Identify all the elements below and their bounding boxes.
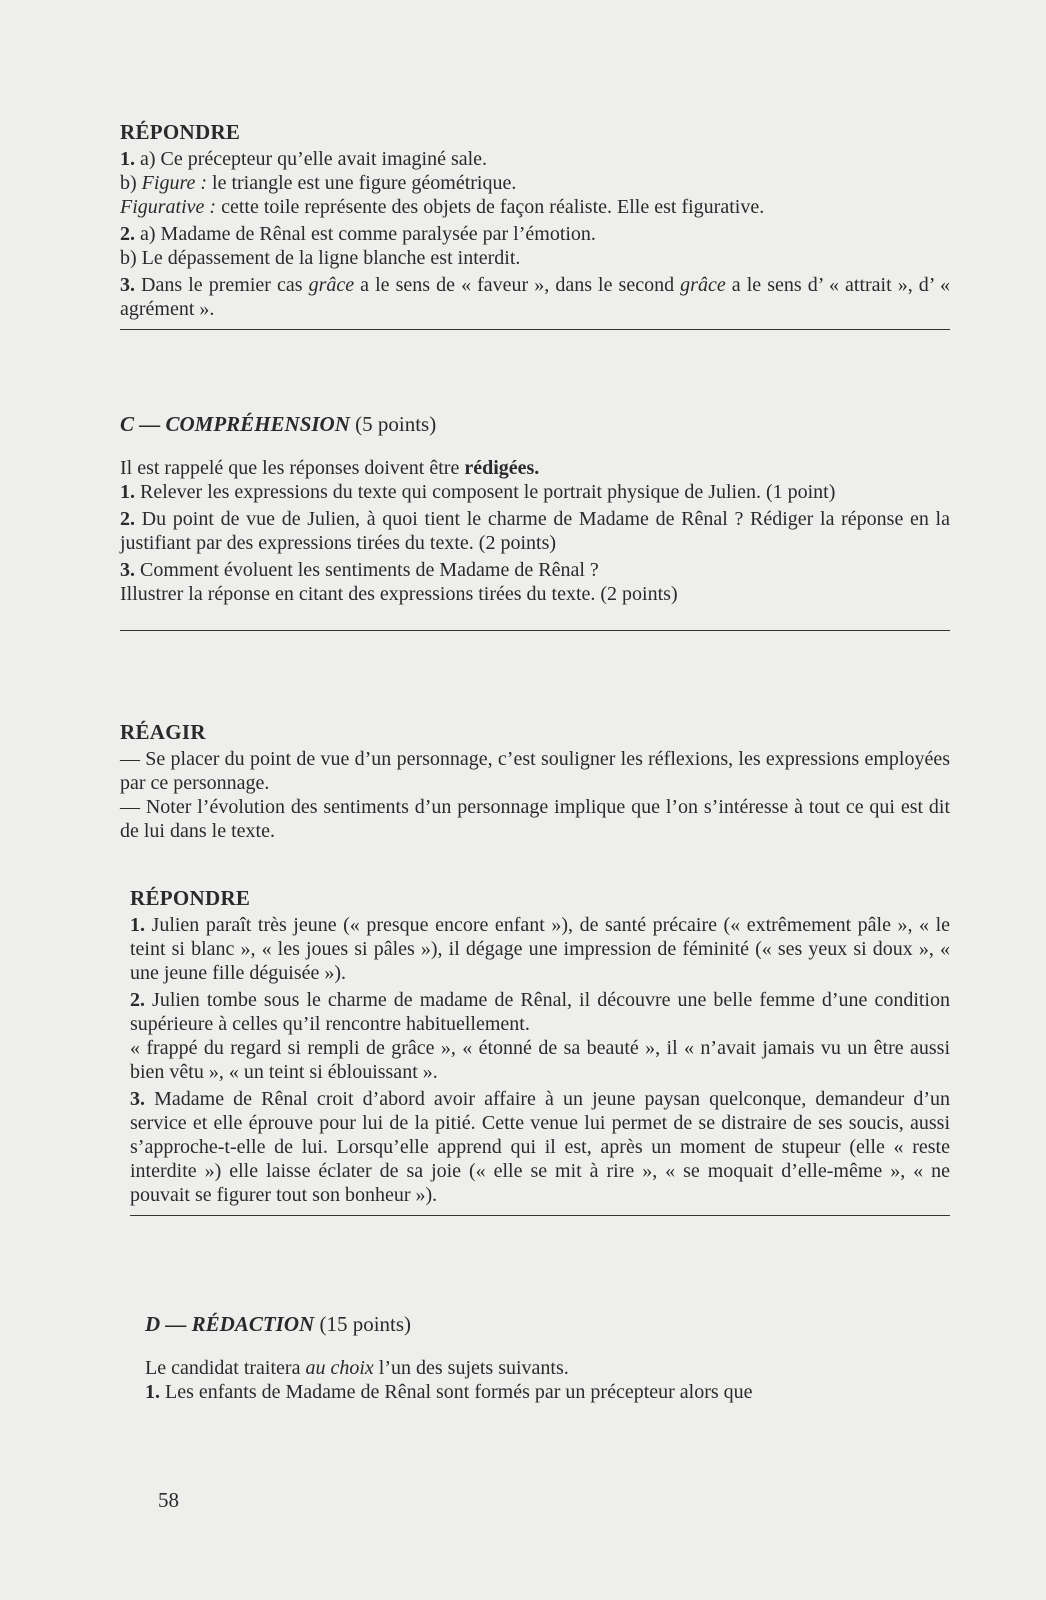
- question-2: 2. Du point de vue de Julien, à quoi tient le charme de Madame de Rênal ? Rédiger la réponse en la justifiant par des expressions tirées du texte. (2 points): [120, 508, 950, 554]
- section-reagir: [120, 720, 950, 846]
- subject-1: 1. Les enfants de Madame de Rênal sont formés par un précepteur alors que: [145, 1381, 753, 1403]
- section-d-title: D — RÉDACTION (15 points): [145, 1312, 412, 1336]
- section-d-intro: Le candidat traitera au choix l’un des sujets suivants.: [145, 1357, 569, 1379]
- reagir-point-2: — Noter l’évolution des sentiments d’un personnage implique que l’on s’intéresse à tout ce qui est dit de lui dans le texte.: [120, 796, 950, 842]
- divider: [120, 630, 950, 631]
- reagir-point-1: — Se placer du point de vue d’un personnage, c’est souligner les réflexions, les expressions employées par ce personnage.: [120, 748, 950, 794]
- answer-3: 3. Dans le premier cas grâce a le sens de « faveur », dans le second grâce a le sens d’ « attrait », d’ « agrément ».: [120, 274, 951, 320]
- answers-block-1: [120, 120, 950, 330]
- section-c-intro: Il est rappelé que les réponses doivent être rédigées.: [120, 457, 540, 479]
- answers-block-2: [130, 886, 950, 1216]
- section-comprehension: [120, 412, 950, 631]
- response-3: 3. Madame de Rênal croit d’abord avoir affaire à un jeune paysan quelconque, demandeur d’un service et elle éprouve pour lui de la pitié. Cette venue lui permet de se distraire de ses soucis, aussi s’approche-t-elle de lui. Lorsqu’elle apprend qui il est, après un moment de stupeur (elle « reste interdite ») elle laisse éclater de sa joie (« elle se mit à rire », « se moquait d’elle-même », « ne pouvait se figurer tout son bonheur »).: [130, 1088, 950, 1206]
- response-2: 2. Julien tombe sous le charme de madame de Rênal, il découvre une belle femme d’une condition supérieure à celles qu’il rencontre habituellement.: [130, 989, 950, 1035]
- page-number: 58: [158, 1488, 179, 1512]
- heading-repondre-2: RÉPONDRE: [130, 886, 251, 910]
- heading-reagir: RÉAGIR: [120, 720, 206, 744]
- question-3: 3. Comment évoluent les sentiments de Madame de Rênal ?: [120, 559, 599, 581]
- question-1: 1. Relever les expressions du texte qui composent le portrait physique de Julien. (1 point): [120, 481, 836, 503]
- divider: [130, 1215, 950, 1216]
- section-c-title: C — COMPRÉHENSION (5 points): [120, 412, 437, 436]
- answer-2a: 2. a) Madame de Rênal est comme paralysée par l’émotion.: [120, 223, 596, 245]
- divider: [120, 329, 950, 330]
- section-redaction: [145, 1312, 955, 1407]
- question-3-instruction: Illustrer la réponse en citant des expressions tirées du texte. (2 points): [120, 583, 678, 605]
- heading-repondre-1: RÉPONDRE: [120, 120, 241, 144]
- response-1: 1. Julien paraît très jeune (« presque encore enfant »), de santé précaire (« extrêmement pâle », « le teint si blanc », « les joues si pâles »), il dégage une impression de féminité (« ses yeux si doux », « une jeune fille déguisée »).: [130, 914, 950, 984]
- answer-1a: 1. a) Ce précepteur qu’elle avait imaginé sale.: [120, 148, 488, 170]
- answer-1b: b) Figure : le triangle est une figure géométrique.: [120, 172, 517, 194]
- answer-2b: b) Le dépassement de la ligne blanche est interdit.: [120, 247, 521, 269]
- answer-1-figurative: Figurative : cette toile représente des objets de façon réaliste. Elle est figurative.: [120, 196, 765, 218]
- response-2-quotes: « frappé du regard si rempli de grâce », « étonné de sa beauté », il « n’avait jamais vu un être aussi bien vêtu », « un teint si éblouissant ».: [130, 1037, 950, 1083]
